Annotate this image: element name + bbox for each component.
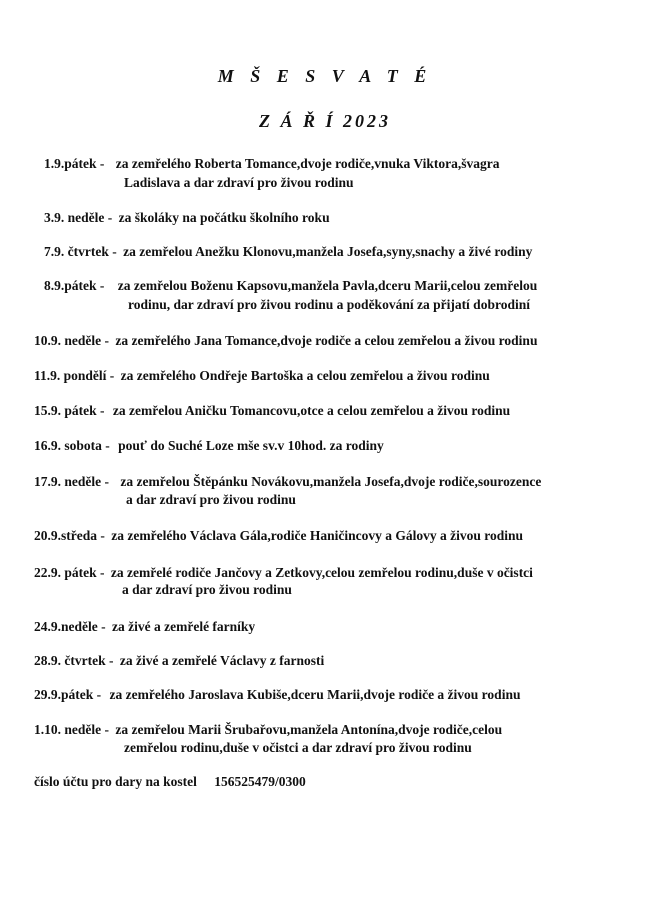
list-item xyxy=(34,720,502,739)
list-item xyxy=(34,331,537,350)
entry-text: za zemřelé rodiče Jančovy a Zetkovy,celou zemřelou rodinu,duše v očistci xyxy=(110,565,533,580)
list-item xyxy=(34,401,510,420)
page-title: M Š E S V A T É xyxy=(217,66,433,86)
account-label: číslo účtu pro dary na kostel xyxy=(34,774,197,789)
list-item xyxy=(44,208,330,227)
entry-date: 3.9. neděle - xyxy=(44,210,113,225)
entry-text: za zemřelou Anežku Klonovu,manžela Josefa,syny,snachy a živé rodiny xyxy=(123,244,533,259)
list-item xyxy=(34,563,533,582)
entry-text-continued: zemřelou rodinu,duše v očistci a dar zdraví pro živou rodinu xyxy=(124,740,472,755)
entry-date: 11.9. pondělí - xyxy=(34,368,115,383)
entry-date: 22.9. pátek - xyxy=(34,565,105,580)
account-note xyxy=(34,774,306,790)
entry-text: za zemřelou Štěpánku Novákovu,manžela Josefa,dvoje rodiče,sourozence xyxy=(120,474,542,489)
entry-date: 8.9.pátek - xyxy=(44,278,105,293)
entry-date: 16.9. sobota - xyxy=(34,438,110,453)
list-item xyxy=(34,685,520,704)
list-item xyxy=(34,472,541,491)
entry-text: za zemřelého Jaroslava Kubiše,dceru Marii,dvoje rodiče a živou rodinu xyxy=(109,687,521,702)
account-number: 156525479/0300 xyxy=(214,774,306,789)
entry-date: 1.10. neděle - xyxy=(34,722,109,737)
entry-text-continued: rodinu, dar zdraví pro živou rodinu a poděkování za přijatí dobrodiní xyxy=(128,297,530,312)
entry-text-continued: a dar zdraví pro živou rodinu xyxy=(122,582,292,597)
list-item xyxy=(34,651,324,670)
entry-text: pouť do Suché Loze mše sv.v 10hod. za rodiny xyxy=(118,438,384,453)
entry-date: 1.9.pátek - xyxy=(44,156,105,171)
entry-date: 28.9. čtvrtek - xyxy=(34,653,114,668)
page-subtitle: Z Á Ř Í 2023 xyxy=(258,111,391,131)
entry-date: 29.9.pátek - xyxy=(34,687,102,702)
entry-text: za zemřelého Roberta Tomance,dvoje rodiče,vnuka Viktora,švagra xyxy=(115,156,500,171)
entry-text: za živé a zemřelé Václavy z farnosti xyxy=(119,653,325,668)
entry-text: za zemřelou Boženu Kapsovu,manžela Pavla,dceru Marii,celou zemřelou xyxy=(117,278,538,293)
entry-text-continued: Ladislava a dar zdraví pro živou rodinu xyxy=(124,175,354,190)
list-item xyxy=(44,276,537,295)
entry-date: 20.9.středa - xyxy=(34,528,105,543)
entry-text: za zemřelou Marii Šrubařovu,manžela Antonína,dvoje rodiče,celou xyxy=(115,722,503,737)
entry-date: 7.9. čtvrtek - xyxy=(44,244,117,259)
list-item xyxy=(34,526,523,545)
list-item xyxy=(34,366,490,385)
entry-date: 15.9. pátek - xyxy=(34,403,105,418)
list-item xyxy=(34,617,255,636)
entry-text-continued: a dar zdraví pro živou rodinu xyxy=(126,492,296,507)
entry-text: za školáky na počátku školního roku xyxy=(118,210,330,225)
entry-text: za zemřelého Ondřeje Bartoška a celou zemřelou a živou rodinu xyxy=(120,368,490,383)
entry-text: za zemřelou Aničku Tomancovu,otce a celou zemřelou a živou rodinu xyxy=(112,403,511,418)
entry-date: 17.9. neděle - xyxy=(34,474,109,489)
entry-text: za zemřelého Jana Tomance,dvoje rodiče a celou zemřelou a živou rodinu xyxy=(115,333,538,348)
list-item xyxy=(34,436,384,455)
entry-date: 10.9. neděle - xyxy=(34,333,109,348)
list-item xyxy=(44,242,532,261)
list-item xyxy=(44,154,499,173)
entry-text: za zemřelého Václava Gála,rodiče Haničincovy a Gálovy a živou rodinu xyxy=(111,528,523,543)
entry-date: 24.9.neděle - xyxy=(34,619,106,634)
entry-text: za živé a zemřelé farníky xyxy=(112,619,256,634)
